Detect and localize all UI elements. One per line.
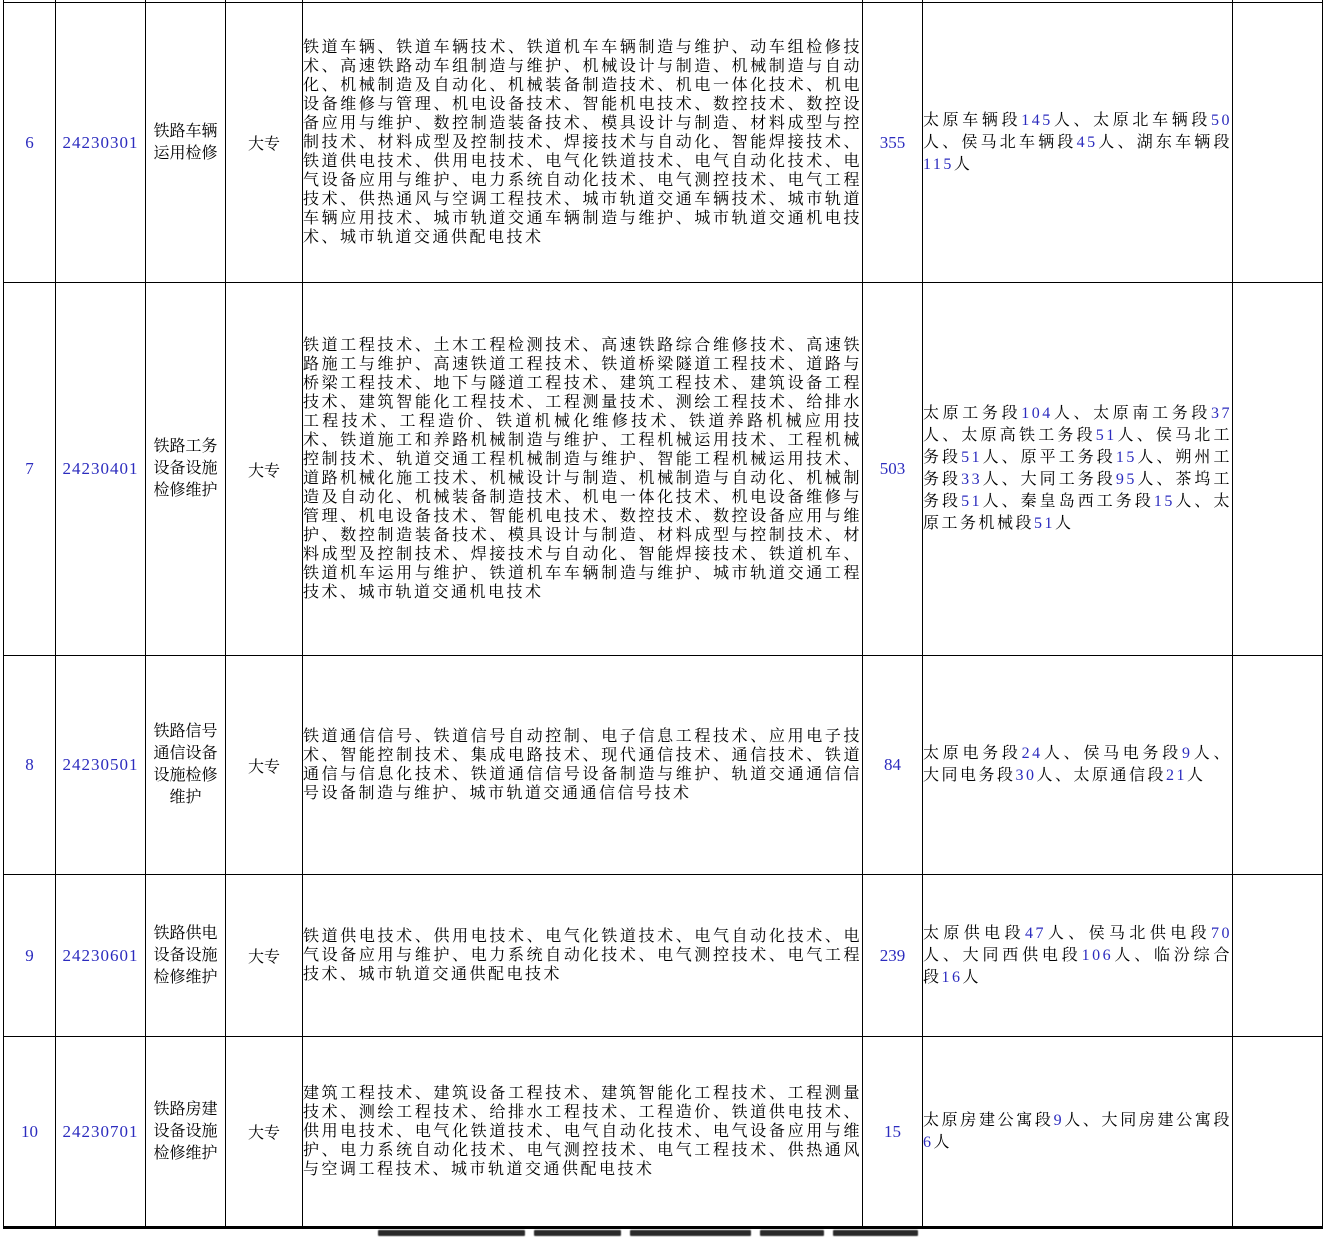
headcount-cell: 15 [863, 1037, 923, 1228]
remark-cell [1233, 656, 1323, 875]
majors-cell: 铁道工程技术、土木工程检测技术、高速铁路综合维修技术、高速铁路施工与维护、高速铁道工程技术、铁道桥梁隧道工程技术、道路与桥梁工程技术、地下与隧道工程技术、建筑工程技术、建筑设备工程技术、建筑智能化工程技术、工程测量技术、测绘工程技术、给排水工程技术、工程造价、铁道机械化维修技术、铁道养路机械应用技术、铁道施工和养路机械制造与维护、工程机械运用技术、工程机械控制技术、轨道交通工程机械制造与维护、智能工程机械运用技术、道路机械化施工技术、机械设计与制造、机械制造与自动化、机械制造及自动化、机械装备制造技术、机电一体化技术、机电设备维修与管理、机电设备技术、智能机电技术、数控技术、数控设备应用与维护、数控制造装备技术、模具设计与制造、材料成型与控制技术、材料成型及控制技术、焊接技术与自动化、智能焊接技术、铁道机车、铁道机车运用与维护、铁道机车车辆制造与维护、城市轨道交通工程技术、城市轨道交通机电技术 [303, 283, 863, 656]
row-number-cell: 10 [4, 1037, 56, 1228]
allocation-cell: 太原供电段47人、侯马北供电段70人、大同西供电段106人、临汾综合段16人 [923, 875, 1233, 1037]
remark-cell [1233, 875, 1323, 1037]
position-code-cell: 24230601 [56, 875, 146, 1037]
allocation-cell: 太原工务段104人、太原南工务段37人、太原高铁工务段51人、侯马北工务段51人、原平工务段15人、朔州工务段33人、大同工务段95人、茶坞工务段51人、秦皇岛西工务段15人、太原工务机械段51人 [923, 283, 1233, 656]
allocation-cell: 太原房建公寓段9人、大同房建公寓段6人 [923, 1037, 1233, 1228]
cropped-text-fragment [760, 1230, 824, 1236]
allocation-cell: 太原电务段24人、侯马电务段9人、大同电务段30人、太原通信段21人 [923, 656, 1233, 875]
position-name-cell: 铁路房建设备设施检修维护 [146, 1037, 226, 1228]
position-code-cell: 24230501 [56, 656, 146, 875]
education-cell: 大专 [226, 1037, 303, 1228]
table-row [4, 875, 1323, 1037]
table-row [4, 3, 1323, 283]
position-code-cell: 24230701 [56, 1037, 146, 1228]
majors-cell: 铁道车辆、铁道车辆技术、铁道机车车辆制造与维护、动车组检修技术、高速铁路动车组制造与维护、机械设计与制造、机械制造与自动化、机械制造及自动化、机械装备制造技术、机电一体化技术、机电设备维修与管理、机电设备技术、智能机电技术、数控技术、数控设备应用与维护、数控制造装备技术、模具设计与制造、材料成型与控制技术、材料成型及控制技术、焊接技术与自动化、智能焊接技术、铁道供电技术、供用电技术、电气化铁道技术、电气自动化技术、电气设备应用与维护、电力系统自动化技术、电气测控技术、电气工程技术、供热通风与空调工程技术、城市轨道交通车辆技术、城市轨道车辆应用技术、城市轨道交通车辆制造与维护、城市轨道交通机电技术、城市轨道交通供配电技术 [303, 3, 863, 283]
headcount-cell: 239 [863, 875, 923, 1037]
remark-cell [1233, 1037, 1323, 1228]
education-cell: 大专 [226, 875, 303, 1037]
row-number-cell: 6 [4, 3, 56, 283]
position-code-cell: 24230301 [56, 3, 146, 283]
position-code-cell: 24230401 [56, 283, 146, 656]
row-number-cell: 7 [4, 283, 56, 656]
table-row [4, 656, 1323, 875]
majors-cell: 铁道通信信号、铁道信号自动控制、电子信息工程技术、应用电子技术、智能控制技术、集成电路技术、现代通信技术、通信技术、铁道通信与信息化技术、铁道通信信号设备制造与维护、轨道交通通信信号设备制造与维护、城市轨道交通通信信号技术 [303, 656, 863, 875]
education-cell: 大专 [226, 656, 303, 875]
position-name-cell: 铁路供电设备设施检修维护 [146, 875, 226, 1037]
majors-cell: 建筑工程技术、建筑设备工程技术、建筑智能化工程技术、工程测量技术、测绘工程技术、给排水工程技术、工程造价、铁道供电技术、供用电技术、电气化铁道技术、电气自动化技术、电气设备应用与维护、电力系统自动化技术、电气测控技术、电气工程技术、供热通风与空调工程技术、城市轨道交通供配电技术 [303, 1037, 863, 1228]
table-row [4, 283, 1323, 656]
allocation-cell: 太原车辆段145人、太原北车辆段50人、侯马北车辆段45人、湖东车辆段115人 [923, 3, 1233, 283]
cropped-text-fragment [630, 1230, 751, 1236]
table-row [4, 1037, 1323, 1228]
headcount-cell: 503 [863, 283, 923, 656]
remark-cell [1233, 283, 1323, 656]
row-number-cell: 9 [4, 875, 56, 1037]
education-cell: 大专 [226, 3, 303, 283]
position-name-cell: 铁路工务设备设施检修维护 [146, 283, 226, 656]
position-name-cell: 铁路信号通信设备设施检修维护 [146, 656, 226, 875]
position-name-cell: 铁路车辆运用检修 [146, 3, 226, 283]
majors-cell: 铁道供电技术、供用电技术、电气化铁道技术、电气自动化技术、电气设备应用与维护、电力系统自动化技术、电气测控技术、电气工程技术、城市轨道交通供配电技术 [303, 875, 863, 1037]
headcount-cell: 84 [863, 656, 923, 875]
cropped-text-fragment [378, 1230, 525, 1236]
cropped-content-sliver [378, 1230, 918, 1237]
row-number-cell: 8 [4, 656, 56, 875]
cropped-text-fragment [534, 1230, 621, 1236]
education-cell: 大专 [226, 283, 303, 656]
cropped-text-fragment [833, 1230, 918, 1236]
headcount-cell: 355 [863, 3, 923, 283]
recruitment-table [3, 0, 1323, 1229]
remark-cell [1233, 3, 1323, 283]
